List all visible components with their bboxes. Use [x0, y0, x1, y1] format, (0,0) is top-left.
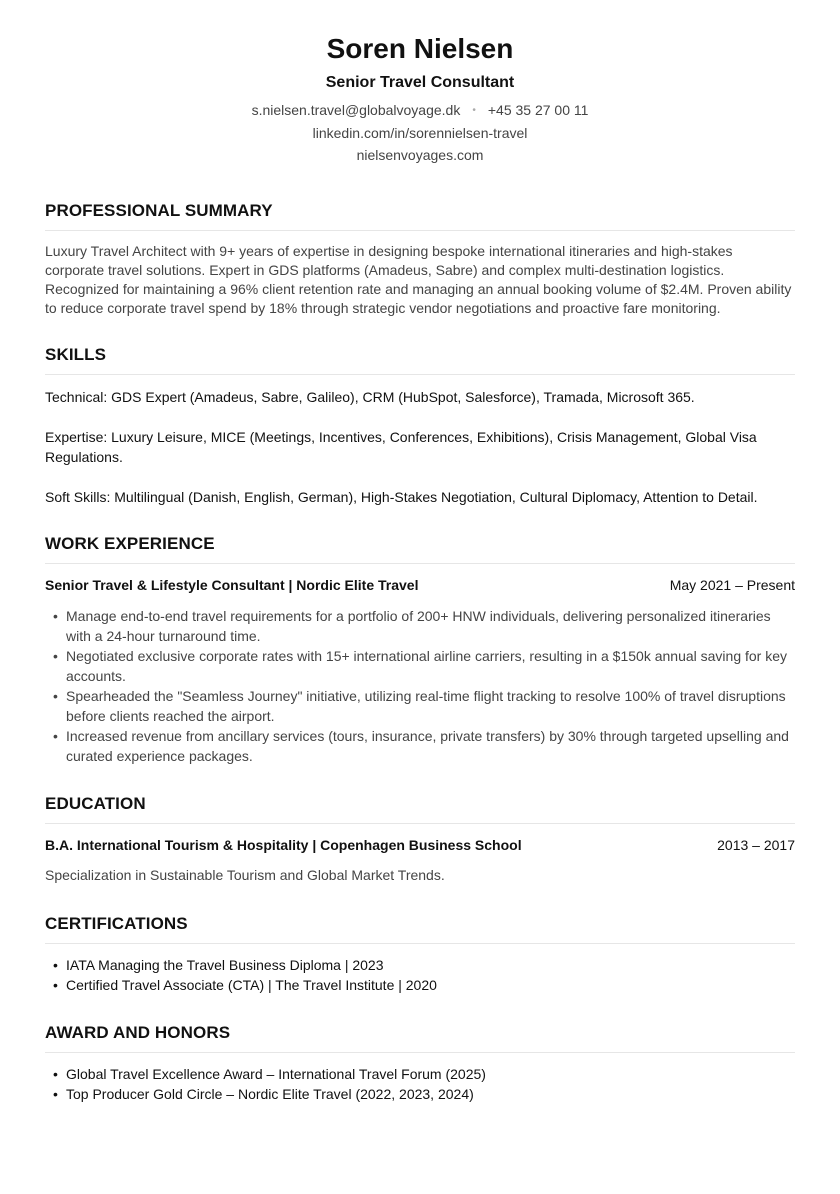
- phone-number[interactable]: +45 35 27 00 11: [487, 102, 589, 118]
- list-item: • IATA Managing the Travel Business Diploma | 2023: [45, 955, 795, 975]
- summary-section: [45, 200, 795, 318]
- list-item: • Manage end-to-end travel requirements for a portfolio of 200+ HNW individuals, delivering personalized itineraries with a 24-hour turnaround time.: [45, 606, 795, 646]
- summary-text: Luxury Travel Architect with 9+ years of expertise in designing bespoke international itineraries and high-stakes corporate travel solutions. Expert in GDS platforms (Amadeus, Sabre) and complex multi-destination logistics. Recognized for maintaining a 96% client retention rate and managing an annual booking volume of $2.4M. Proven ability to reduce corporate travel spend by 18% through strategic vendor negotiations and proactive fare monitoring.: [45, 243, 792, 316]
- website-link[interactable]: nielsenvoyages.com: [356, 147, 484, 163]
- job-row: [45, 576, 795, 594]
- certifications-section: [45, 913, 795, 995]
- resume-header: [45, 0, 795, 166]
- list-item: • Increased revenue from ancillary services (tours, insurance, private transfers) by 30% through targeted upselling and curated experience packages.: [45, 726, 795, 766]
- contact-row: [45, 99, 795, 122]
- list-item: • Global Travel Excellence Award – International Travel Forum (2025): [45, 1064, 795, 1084]
- education-note: Specialization in Sustainable Tourism and Global Market Trends.: [45, 867, 445, 883]
- skills-section: [45, 344, 795, 507]
- section-heading: EDUCATION: [45, 793, 795, 824]
- list-item: • Certified Travel Associate (CTA) | The Travel Institute | 2020: [45, 975, 795, 995]
- email-link[interactable]: s.nielsen.travel@globalvoyage.dk: [251, 102, 461, 118]
- list-item: • Spearheaded the "Seamless Journey" initiative, utilizing real-time flight tracking to resolve 100% of travel disruptions before clients reached the airport.: [45, 686, 795, 726]
- linkedin-link[interactable]: linkedin.com/in/sorennielsen-travel: [312, 125, 528, 141]
- education-date: 2013 – 2017: [717, 837, 795, 853]
- job-date: May 2021 – Present: [669, 577, 795, 593]
- awards-section: [45, 1022, 795, 1104]
- list-item: • Negotiated exclusive corporate rates with 15+ international airline carriers, resulting in a $150k annual saving for key accounts.: [45, 646, 795, 686]
- skill-line: Expertise: Luxury Leisure, MICE (Meetings, Incentives, Conferences, Exhibitions), Crisis Management, Global Visa Regulations.: [45, 429, 757, 465]
- education-row: [45, 836, 795, 854]
- section-heading: AWARD AND HONORS: [45, 1022, 795, 1053]
- job-role: Senior Travel & Lifestyle Consultant | Nordic Elite Travel: [45, 577, 419, 593]
- skill-line: Technical: GDS Expert (Amadeus, Sabre, Galileo), CRM (HubSpot, Salesforce), Tramada, Microsoft 365.: [45, 389, 695, 405]
- skill-line: Soft Skills: Multilingual (Danish, English, German), High-Stakes Negotiation, Cultural Diplomacy, Attention to Detail.: [45, 489, 758, 505]
- candidate-name: Soren Nielsen: [326, 33, 514, 64]
- certification-list: [45, 955, 795, 995]
- list-item: • Top Producer Gold Circle – Nordic Elite Travel (2022, 2023, 2024): [45, 1084, 795, 1104]
- section-heading: PROFESSIONAL SUMMARY: [45, 200, 795, 231]
- section-heading: SKILLS: [45, 344, 795, 375]
- section-heading: CERTIFICATIONS: [45, 913, 795, 944]
- experience-section: [45, 533, 795, 766]
- job-bullets: [45, 606, 795, 766]
- award-list: [45, 1064, 795, 1104]
- contact-separator: •: [472, 105, 476, 116]
- section-heading: WORK EXPERIENCE: [45, 533, 795, 564]
- degree: B.A. International Tourism & Hospitality | Copenhagen Business School: [45, 837, 522, 853]
- education-section: [45, 793, 795, 885]
- job-title: Senior Travel Consultant: [325, 74, 515, 91]
